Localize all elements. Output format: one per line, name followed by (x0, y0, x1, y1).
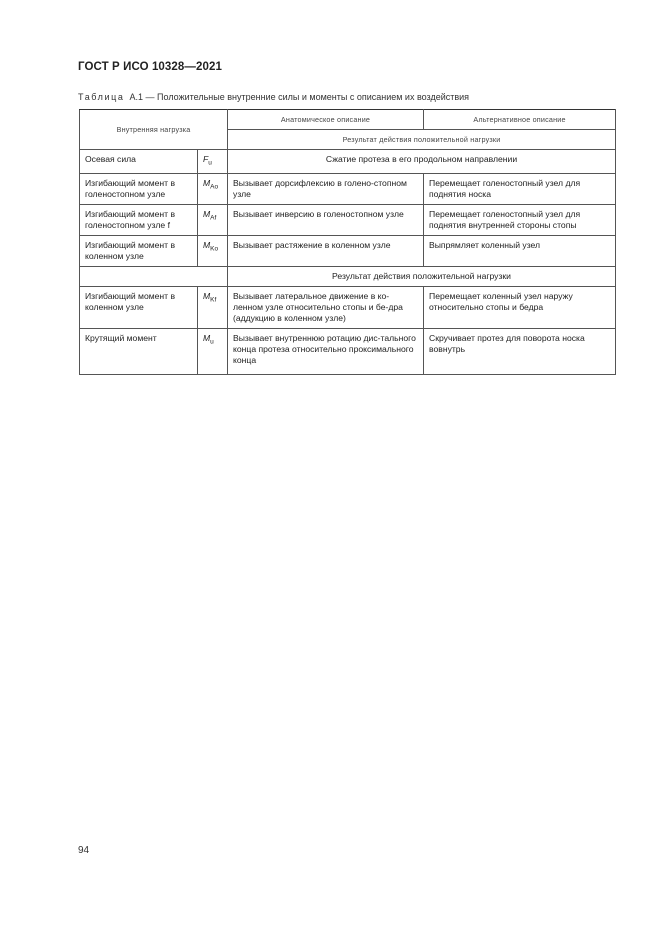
table-row (80, 235, 616, 266)
empty-cell (80, 266, 228, 286)
symbol-cell: $F_u$ (198, 150, 228, 174)
anatomical-cell: Вызывает дорсифлексию в голено-стопном узле (228, 173, 424, 204)
alternative-cell: Выпрямляет коленный узел (424, 235, 616, 266)
load-cell: Осевая сила (80, 150, 198, 174)
caption-text: — Положительные внутренние силы и моменты с описанием их воздействия (145, 92, 470, 102)
table-row (80, 328, 616, 374)
table-row (80, 173, 616, 204)
anatomical-cell: Вызывает инверсию в голеностопном узле (228, 204, 424, 235)
forces-table (79, 109, 616, 375)
table-row (80, 204, 616, 235)
load-cell: Изгибающий момент в коленном узле (80, 235, 198, 266)
symbol-cell: $M_{Ko}$ (198, 235, 228, 266)
symbol-cell: $M_{Ao}$ (198, 173, 228, 204)
anatomical-cell: Вызывает внутреннюю ротацию дис-тального конца протеза относительно проксимального конца (228, 328, 424, 374)
table-caption (78, 92, 469, 102)
symbol-cell: $M_u$ (198, 328, 228, 374)
alternative-cell: Перемещает голеностопный узел для поднятия носка (424, 173, 616, 204)
caption-number: А.1 (129, 92, 144, 102)
page-number: 94 (78, 845, 90, 856)
document-header: ГОСТ Р ИСО 10328—2021 (78, 61, 223, 73)
load-cell: Изгибающий момент в коленном узле (80, 286, 198, 328)
alternative-cell: Перемещает голеностопный узел для поднятия внутренней стороны стопы (424, 204, 616, 235)
load-cell: Крутящий момент (80, 328, 198, 374)
section-header-row (80, 266, 616, 286)
section-positive-result: Результат действия положительной нагрузки (228, 266, 616, 286)
load-cell: Изгибающий момент в голеностопном узле (80, 173, 198, 204)
header-positive-result: Результат действия положительной нагрузки (228, 130, 616, 150)
table-row (80, 150, 616, 174)
header-internal-load: Внутренняя нагрузка (80, 110, 228, 150)
table-row (80, 286, 616, 328)
alternative-cell: Скручивает протез для поворота носка вовнутрь (424, 328, 616, 374)
load-cell: Изгибающий момент в голеностопном узле f (80, 204, 198, 235)
caption-label: Таблица (78, 92, 125, 102)
symbol-cell: $M_{Kf}$ (198, 286, 228, 328)
merged-effect-cell: Сжатие протеза в его продольном направлении (228, 150, 616, 174)
anatomical-cell: Вызывает растяжение в коленном узле (228, 235, 424, 266)
header-alternative: Альтернативное описание (424, 110, 616, 130)
header-anatomical: Анатомическое описание (228, 110, 424, 130)
header-row (80, 110, 616, 130)
symbol-cell: $M_{Af}$ (198, 204, 228, 235)
anatomical-cell: Вызывает латеральное движение в ко-ленном узле относительно стопы и бе-дра (аддукцию в коленном узле) (228, 286, 424, 328)
alternative-cell: Перемещает коленный узел наружу относительно стопы и бедра (424, 286, 616, 328)
